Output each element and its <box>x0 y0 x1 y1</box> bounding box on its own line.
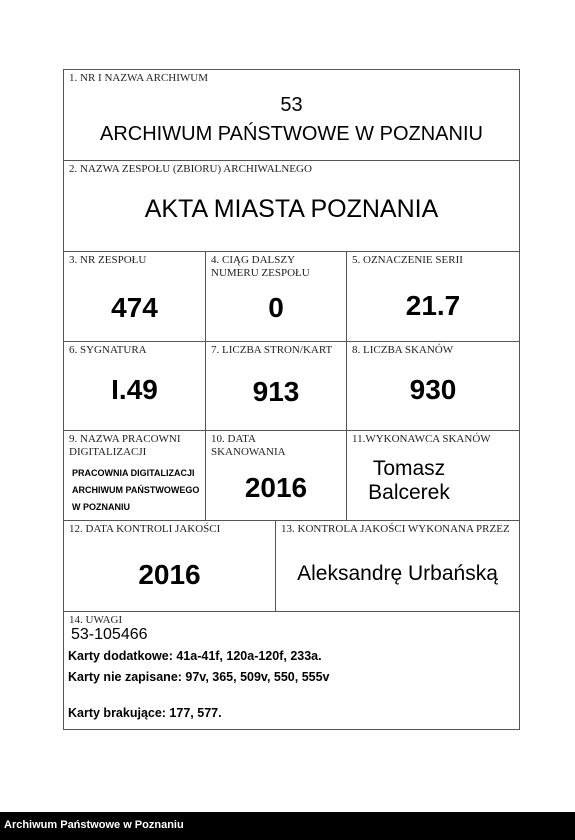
scanned-by-cell <box>347 431 519 520</box>
workshop-label: 9. NAZWA PRACOWNI DIGITALIZACJI <box>69 433 181 458</box>
scanned-by-label: 11.WYKONAWCA SKANÓW <box>352 433 491 445</box>
qc-date-label: 12. DATA KONTROLI JAKOŚCI <box>69 523 221 535</box>
archive-label: 1. NR I NAZWA ARCHIWUM <box>69 72 209 84</box>
remarks-line: Karty nie zapisane: 97v, 365, 509v, 550, 555v <box>68 670 330 684</box>
remarks-label: 14. UWAGI <box>69 614 123 626</box>
fonds-number-label: 3. NR ZESPOŁU <box>69 254 147 266</box>
qc-by-value: Aleksandrę Urbańską <box>297 562 498 585</box>
workshop-line: ARCHIWUM PAŃSTWOWEGO <box>72 485 200 495</box>
signature-value: I.49 <box>111 374 158 405</box>
series-cell <box>347 252 519 341</box>
signature-label: 6. SYGNATURA <box>69 344 147 356</box>
remarks-id: 53-105466 <box>71 626 148 643</box>
signature-row <box>64 342 519 431</box>
qc-by-cell <box>276 521 519 611</box>
fonds-number-value: 474 <box>111 292 158 323</box>
workshop-line: W POZNANIU <box>72 502 130 512</box>
qc-by-label: 13. KONTROLA JAKOŚCI WYKONANA PRZEZ <box>281 523 510 535</box>
series-value: 21.7 <box>405 290 461 321</box>
pages-cell <box>206 342 347 430</box>
fonds-number-cell <box>64 252 206 341</box>
scans-value: 930 <box>409 374 457 405</box>
scans-cell <box>347 342 519 430</box>
workshop-cell <box>64 431 206 520</box>
series-label: 5. OZNACZENIE SERII <box>352 254 463 266</box>
fonds-name-label: 2. NAZWA ZESPOŁU (ZBIORU) ARCHIWALNEGO <box>69 163 312 175</box>
scan-date-label: 10. DATA SKANOWANIA <box>211 433 286 458</box>
pages-value: 913 <box>252 376 300 407</box>
scans-label: 8. LICZBA SKANÓW <box>352 344 454 356</box>
remarks-section <box>64 612 519 729</box>
scanned-by-line1: Tomasz <box>372 457 446 480</box>
workshop-value <box>72 465 199 516</box>
remarks-line: Karty dodatkowe: 41a-41f, 120a-120f, 233a. <box>68 649 322 663</box>
fonds-name-section <box>64 161 519 252</box>
metadata-form <box>63 69 520 730</box>
signature-cell <box>64 342 206 430</box>
remarks-line: Karty brakujące: 177, 577. <box>68 706 222 720</box>
scanned-by-line2: Balcerek <box>368 481 450 504</box>
archive-name: ARCHIWUM PAŃSTWOWE W POZNANIU <box>100 123 483 145</box>
footer-text: Archiwum Państwowe w Poznaniu <box>4 819 184 831</box>
archive-section <box>64 70 519 161</box>
fonds-row <box>64 252 519 342</box>
fonds-continuation-value: 0 <box>268 292 284 323</box>
fonds-name-value: AKTA MIASTA POZNANIA <box>144 195 439 223</box>
scan-date-value: 2016 <box>244 472 308 503</box>
qc-date-cell <box>64 521 276 611</box>
footer-bar <box>0 812 575 840</box>
quality-row <box>64 521 519 612</box>
qc-date-value: 2016 <box>138 559 201 590</box>
digitization-row <box>64 431 519 521</box>
fonds-continuation-cell <box>206 252 347 341</box>
archive-number: 53 <box>280 94 303 116</box>
fonds-continuation-label: 4. CIĄG DALSZY NUMERU ZESPOŁU <box>211 254 310 279</box>
workshop-line: PRACOWNIA DIGITALIZACJI <box>72 468 195 478</box>
pages-label: 7. LICZBA STRON/KART <box>211 344 333 356</box>
